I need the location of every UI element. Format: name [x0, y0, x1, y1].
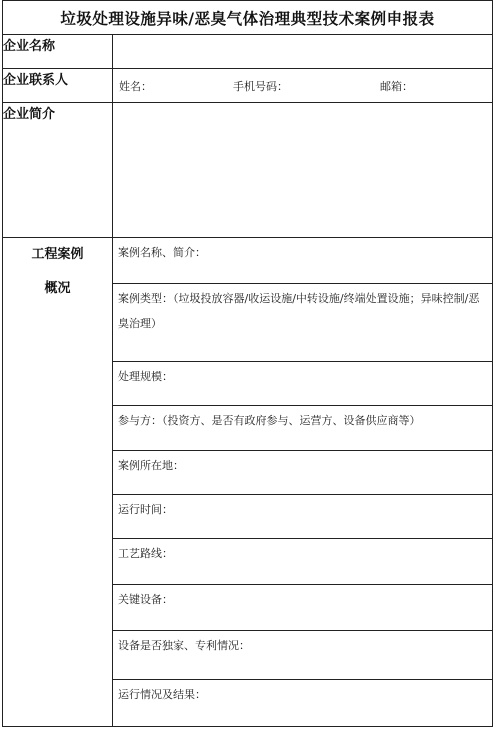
process-route-label: 工艺路线： — [118, 547, 173, 560]
operation-time-label: 运行时间： — [118, 503, 173, 516]
company-name-row — [3, 35, 493, 69]
contact-phone-label: 手机号码： — [233, 79, 288, 93]
form-title: 垃圾处理设施异味/恶臭气体治理典型技术案例申报表 — [2, 0, 493, 34]
company-contact-label: 企业联系人 — [3, 69, 113, 103]
operation-time-field[interactable] — [113, 495, 493, 539]
operation-result-label: 运行情况及结果： — [118, 688, 206, 701]
process-route-field[interactable] — [113, 539, 493, 585]
contact-email-label: 邮箱： — [380, 79, 413, 93]
processing-scale-field[interactable] — [113, 362, 493, 406]
company-name-label: 企业名称 — [3, 35, 113, 69]
case-name-label: 案例名称、简介： — [118, 246, 206, 259]
case-type-field[interactable] — [113, 284, 493, 362]
company-name-field[interactable] — [113, 35, 493, 69]
case-row — [3, 238, 493, 284]
key-equipment-field[interactable] — [113, 585, 493, 631]
case-location-field[interactable] — [113, 451, 493, 495]
equipment-patent-field[interactable] — [113, 631, 493, 680]
processing-scale-label: 处理规模： — [118, 370, 173, 383]
company-intro-row — [3, 103, 493, 238]
application-form-table — [2, 34, 493, 727]
equipment-patent-label: 设备是否独家、专利情况： — [118, 639, 250, 652]
participants-field[interactable] — [113, 406, 493, 451]
case-type-label: 案例类型：（垃圾投放容器/收运设施/中转设施/终端处置设施；异味控制/恶臭治理） — [118, 292, 480, 330]
company-intro-field[interactable] — [113, 103, 493, 238]
contact-name-label: 姓名： — [119, 79, 152, 93]
case-name-field[interactable] — [113, 238, 493, 284]
operation-result-field[interactable] — [113, 680, 493, 727]
case-overview-label — [3, 238, 113, 727]
case-location-label: 案例所在地： — [118, 459, 184, 472]
participants-label: 参与方：（投资方、是否有政府参与、运营方、设备供应商等） — [118, 414, 421, 427]
company-intro-label: 企业简介 — [3, 103, 113, 238]
key-equipment-label: 关键设备： — [118, 593, 173, 606]
case-overview-label-line2: 概况 — [44, 281, 71, 296]
company-contact-field[interactable] — [113, 69, 493, 103]
case-overview-label-line1: 工程案例 — [31, 247, 84, 262]
company-contact-row — [3, 69, 493, 103]
